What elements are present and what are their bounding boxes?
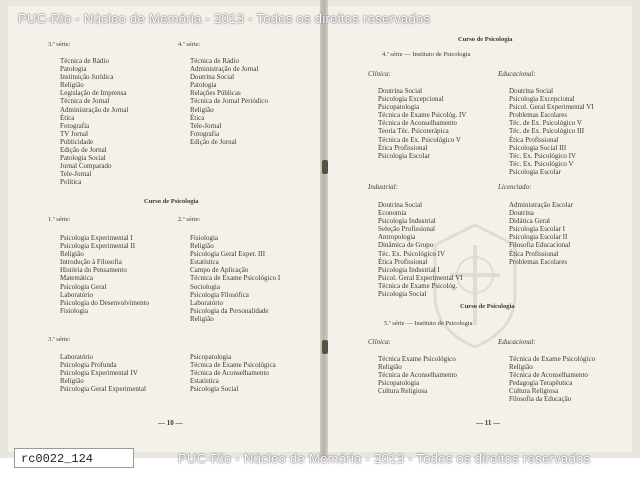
list-item: Doutrina Social: [190, 73, 235, 82]
list-item: Fisiologia: [190, 234, 219, 242]
section-title: Curso de Psicologia: [458, 36, 513, 43]
list-item: Psicol. Geral Experimental VI: [378, 273, 463, 282]
list-item: Téc. Ex. Psicológico IV: [509, 151, 577, 160]
list-item: Publicidade: [60, 137, 94, 146]
subject-list: [60, 57, 128, 187]
list-item: Laboratório: [60, 353, 94, 361]
binding-staple-bottom: [322, 340, 328, 354]
list-item: Técnica de Aconselhamento: [378, 371, 457, 380]
list-item: Psicologia Experimental II: [60, 242, 136, 251]
list-item: Psicologia do Desenvolvimento: [60, 298, 150, 307]
category-label: Licenciado:: [498, 183, 532, 191]
list-item: Técnica de Exame Psicológ.: [378, 281, 458, 290]
watermark-top: PUC-Rio - Núcleo de Memória - 2013 - Todos os direitos reservados: [18, 11, 431, 26]
subject-list: [190, 57, 268, 146]
list-item: Psicologia Geral: [60, 282, 107, 291]
subject-list: [378, 87, 466, 160]
list-item: Patologia: [190, 81, 217, 90]
list-item: Técnica de Aconselhamento: [378, 119, 457, 128]
list-item: Téc. de Ex. Psicológico III: [509, 127, 585, 136]
list-item: Economia: [378, 209, 407, 218]
list-item: Ética: [190, 113, 205, 122]
serie-label: 3.ª série:: [48, 41, 71, 48]
category-label: Clínica:: [368, 338, 391, 346]
list-item: Doutrina Social: [378, 201, 423, 209]
list-item: Dinâmica de Grupo: [378, 241, 434, 250]
list-item: Introdução à Filosofia: [60, 258, 122, 267]
list-item: Ética Profissional: [509, 249, 559, 258]
category-label: Educacional:: [498, 70, 536, 78]
list-item: Estatística: [190, 258, 219, 267]
serie-label: 1.ª série:: [48, 216, 71, 223]
list-item: Psicologia Geral Experimental: [60, 385, 146, 394]
list-item: Administração de Jornal: [60, 105, 129, 114]
list-item: Religião: [60, 250, 84, 259]
section-title: Curso de Psicologia: [144, 198, 199, 205]
page-number: — 10 —: [158, 419, 183, 427]
list-item: Técnica de Aconselhamento: [509, 371, 588, 380]
list-item: Psicologia Geral Exper. III: [190, 250, 266, 259]
list-item: Fisiologia: [60, 306, 89, 315]
watermark-bottom: PUC-Rio - Núcleo de Memória - 2013 - Todos os direitos reservados: [178, 451, 591, 466]
list-item: Seleção Profissional: [378, 225, 435, 234]
subject-list: [190, 353, 276, 393]
list-item: Fotografia: [60, 121, 90, 130]
list-item: Campo de Aplicação: [190, 266, 249, 275]
list-item: Psicologia Industrial I: [378, 265, 440, 274]
list-item: Ética Profissional: [509, 135, 559, 144]
list-item: Psicologia Profunda: [60, 361, 117, 370]
list-item: Laboratório: [190, 298, 224, 307]
list-item: Cultura Religiosa: [378, 387, 428, 396]
list-item: Administração de Jornal: [190, 65, 259, 74]
list-item: Técnica de Ex. Psicológico V: [378, 135, 461, 144]
list-item: Psicologia Escolar I: [509, 225, 565, 234]
list-item: Jornal Comparado: [60, 162, 112, 171]
list-item: Matemática: [60, 274, 94, 283]
binding-staple-top: [322, 160, 328, 174]
list-item: Teoria Téc. Psicoterápica: [378, 127, 449, 136]
list-item: Patologia Social: [60, 154, 106, 163]
subject-list: [60, 234, 149, 315]
serie-label: 4.ª série:: [178, 41, 201, 48]
list-item: Técnica de Jornal Periódico: [190, 97, 268, 106]
subject-list: [60, 353, 146, 393]
list-item: Psicologia Excepcional: [378, 95, 444, 104]
list-item: Edição de Jornal: [60, 146, 107, 155]
list-item: Patologia: [60, 65, 87, 74]
list-item: Técnica de Rádio: [60, 57, 109, 65]
list-item: Problemas Escolares: [509, 257, 568, 266]
list-item: Ética Profissional: [378, 257, 428, 266]
list-item: Psicol. Geral Experimental VI: [509, 103, 594, 112]
category-label: Industrial:: [368, 183, 398, 191]
category-label: Educacional:: [498, 338, 536, 346]
category-label: Clínica:: [368, 70, 391, 78]
list-item: Ética Profissional: [378, 143, 428, 152]
list-item: Psicologia Industrial: [378, 217, 436, 226]
list-item: Técnica de Jornal: [60, 97, 110, 106]
subject-list: [190, 234, 280, 323]
list-item: Técnica de Exame Psicológica: [190, 361, 276, 370]
list-item: Téc. de Ex. Psicológico V: [509, 119, 582, 128]
list-item: Técnica Exame Psicológico: [378, 355, 456, 363]
subject-list: [509, 87, 594, 176]
serie-heading: 5.ª série — Instituto de Psicologia: [384, 320, 473, 327]
serie-label: 2.ª série:: [178, 216, 201, 223]
list-item: Psicologia Filosófica: [190, 290, 249, 299]
list-item: Antropologia: [378, 233, 416, 242]
list-item: Tele-Jornal: [60, 170, 92, 179]
page-number: — 11 —: [476, 419, 501, 427]
list-item: Psicologia Experimental IV: [60, 369, 138, 378]
list-item: Psicologia Social III: [509, 143, 567, 152]
list-item: Pedagogia Terapêutica: [509, 379, 573, 388]
list-item: Filosofia Educacional: [509, 241, 571, 250]
list-item: História do Pensamento: [60, 266, 127, 275]
list-item: Técnica de Exame Psicológico: [509, 355, 596, 363]
list-item: Psicologia Escolar II: [509, 233, 568, 242]
list-item: Instituição Jurídica: [60, 73, 114, 82]
serie-label: 3.ª série:: [48, 336, 71, 343]
list-item: Cultura Religiosa: [509, 387, 559, 396]
list-item: Tele-Jornal: [190, 121, 222, 130]
list-item: Sociologia: [190, 282, 220, 291]
list-item: Téc. Ex. Psicológico V: [509, 159, 574, 168]
list-item: Edição de Jornal: [190, 137, 237, 146]
list-item: Doutrina: [509, 209, 534, 218]
list-item: Técnica de Exame Psicológico I: [190, 274, 281, 283]
list-item: Filosofia da Educação: [509, 395, 572, 404]
list-item: Laboratório: [60, 290, 94, 299]
list-item: Didática Geral: [509, 217, 551, 226]
list-item: Técnica de Rádio: [190, 57, 239, 65]
subject-list: [378, 355, 457, 395]
list-item: Doutrina Social: [509, 87, 554, 95]
list-item: Religião: [509, 363, 533, 372]
subject-list: [509, 201, 573, 266]
subject-list: [378, 201, 463, 298]
list-item: Técnica de Exame Psicológ. IV: [378, 111, 467, 120]
list-item: Téc. Ex. Psicológico IV: [378, 249, 446, 258]
list-item: Psicologia Experimental I: [60, 234, 133, 242]
serie-heading: 4.ª série — Instituto de Psicologia: [382, 51, 471, 58]
book-spine: [320, 0, 328, 458]
list-item: Psicopatologia: [378, 379, 420, 388]
list-item: Psicologia da Personalidade: [190, 306, 269, 315]
list-item: Psicologia Social: [378, 290, 427, 299]
list-item: Problemas Escolares: [509, 111, 568, 120]
list-item: Psicopatologia: [190, 353, 232, 361]
list-item: Ética: [60, 113, 75, 122]
list-item: TV Jornal: [60, 129, 89, 138]
list-item: Psicologia Escolar: [509, 167, 561, 176]
list-item: Religião: [60, 377, 84, 386]
list-item: Legislação de Imprensa: [60, 89, 127, 98]
list-item: Psicologia Social: [190, 385, 239, 394]
list-item: Psicologia Escolar: [378, 151, 430, 160]
section-title: Curso de Psicologia: [460, 303, 515, 310]
list-item: Administração Escolar: [509, 201, 573, 209]
list-item: Relações Públicas: [190, 89, 241, 98]
list-item: Religião: [190, 105, 214, 114]
list-item: Estatística: [190, 377, 219, 386]
list-item: Religião: [378, 363, 402, 372]
subject-list: [509, 355, 595, 404]
list-item: Técnica de Aconselhamento: [190, 369, 269, 378]
list-item: Doutrina Social: [378, 87, 423, 95]
list-item: Psicopatologia: [378, 103, 420, 112]
list-item: Religião: [190, 314, 214, 323]
list-item: Política: [60, 178, 82, 187]
archive-code-label: rc0022_124: [14, 448, 134, 468]
list-item: Religião: [190, 242, 214, 251]
list-item: Psicologia Excepcional: [509, 95, 575, 104]
list-item: Fotografia: [190, 129, 220, 138]
list-item: Religião: [60, 81, 84, 90]
